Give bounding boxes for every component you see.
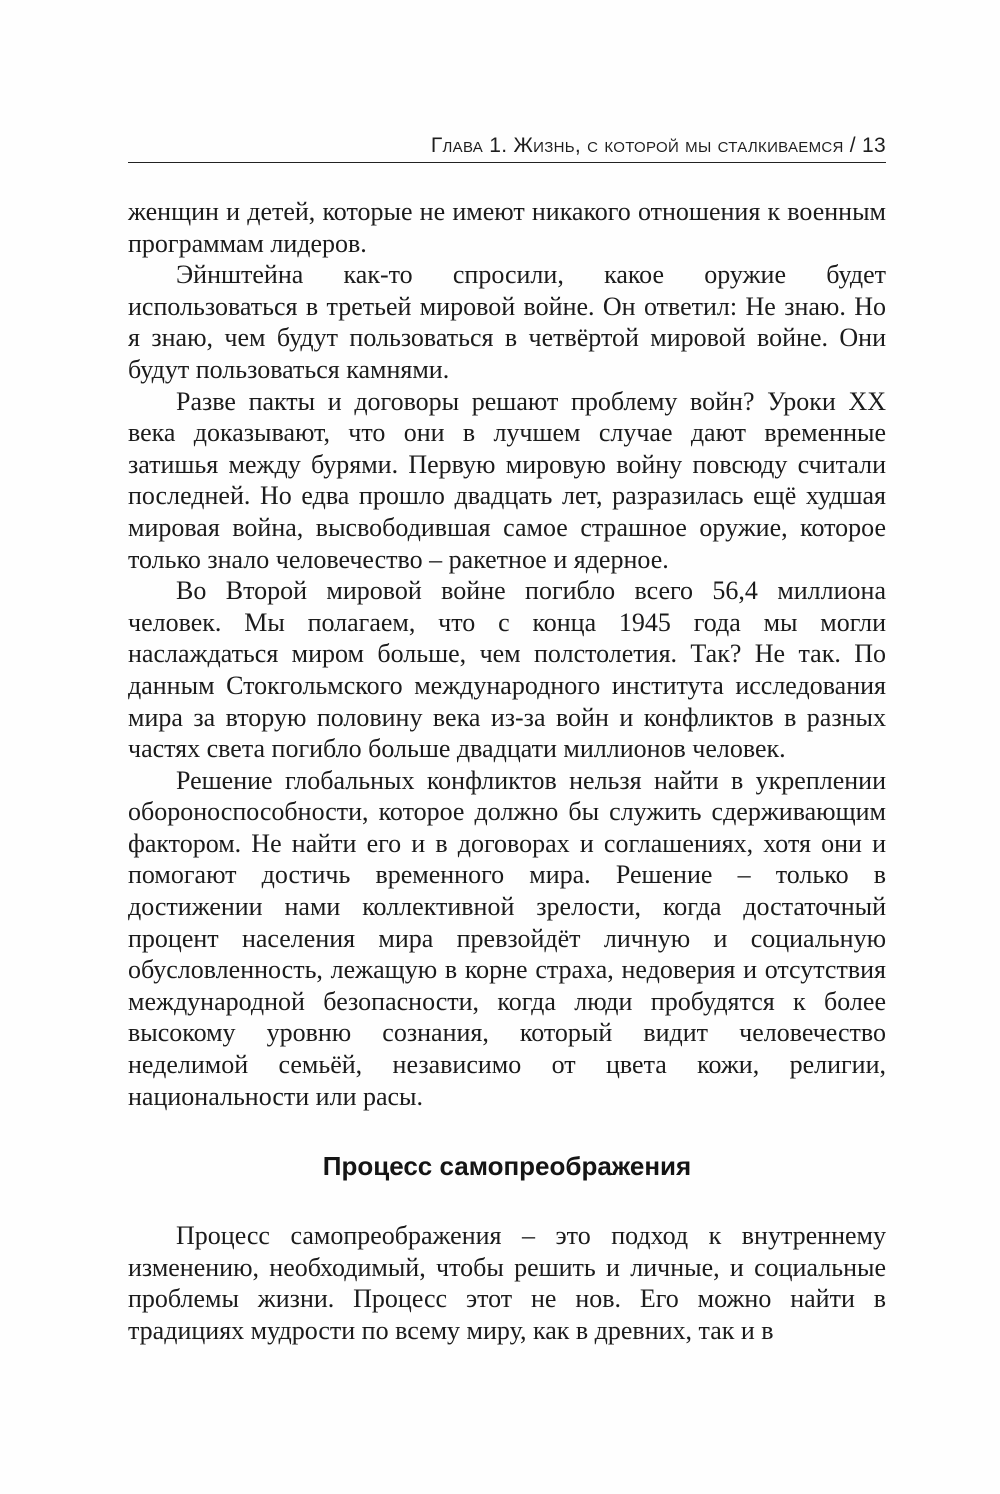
paragraph-pacts: Разве пакты и договоры решают проблему войн? Уроки XX века доказывают, что они в лучшем случае дают временные затишья между бурями. Первую мировую войну повсюду считали последней. Но едва прошло двадцать лет, разразилась ещё худшая мировая война, высвободившая самое страшное оружие, которое только знало человечество – ракетное и ядерное. [128,386,886,574]
running-header: Глава 1. Жизнь, с которой мы сталкиваемся / 13 [430,134,886,157]
section-heading: Процесс самопреображения [322,1151,692,1182]
paragraph-continuation: женщин и детей, которые не имеют никакого отношения к военным программам лидеров. [128,197,886,258]
header-rule [128,162,886,163]
paragraph-einstein: Эйнштейна как-то спросили, какое оружие будет использоваться в третьей мировой войне. Он ответил: Не знаю. Но я знаю, чем будут пользоваться в четвёртой мировой войне. Они будут пользоваться камнями. [128,260,886,384]
paragraph-casualties: Во Второй мировой войне погибло всего 56,4 миллиона человек. Мы полагаем, что с конца 1945 года мы могли наслаждаться миром больше, чем полстолетия. Так? Не так. По данным Стокгольмского международного института исследования мира за вторую половину века из-за войн и конфликтов в разных частях света погибло больше двадцати миллионов человек. [128,576,886,764]
body-text [128,196,886,1347]
paragraph-solution: Решение глобальных конфликтов нельзя найти в укреплении обороноспособности, которое должно бы служить сдерживающим фактором. Не найти его и в договорах и соглашениях, хотя они и помогают достичь временного мира. Решение – только в достижении нами коллективной зрелости, когда достаточный процент населения мира превзойдёт личную и социальную обусловленность, лежащую в корне страха, недоверия и отсутствия международной безопасности, когда люди пробудятся к более высокому уровню сознания, который видит человечество неделимой семьёй, независимо от цвета кожи, религии, национальности или расы. [128,765,886,1111]
paragraph-process: Процесс самопреображения – это подход к внутреннему изменению, необходимый, чтобы решить и личные, и социальные проблемы жизни. Процесс этот не нов. Его можно найти в традициях мудрости по всему миру, как в древних, так и в [128,1221,886,1345]
